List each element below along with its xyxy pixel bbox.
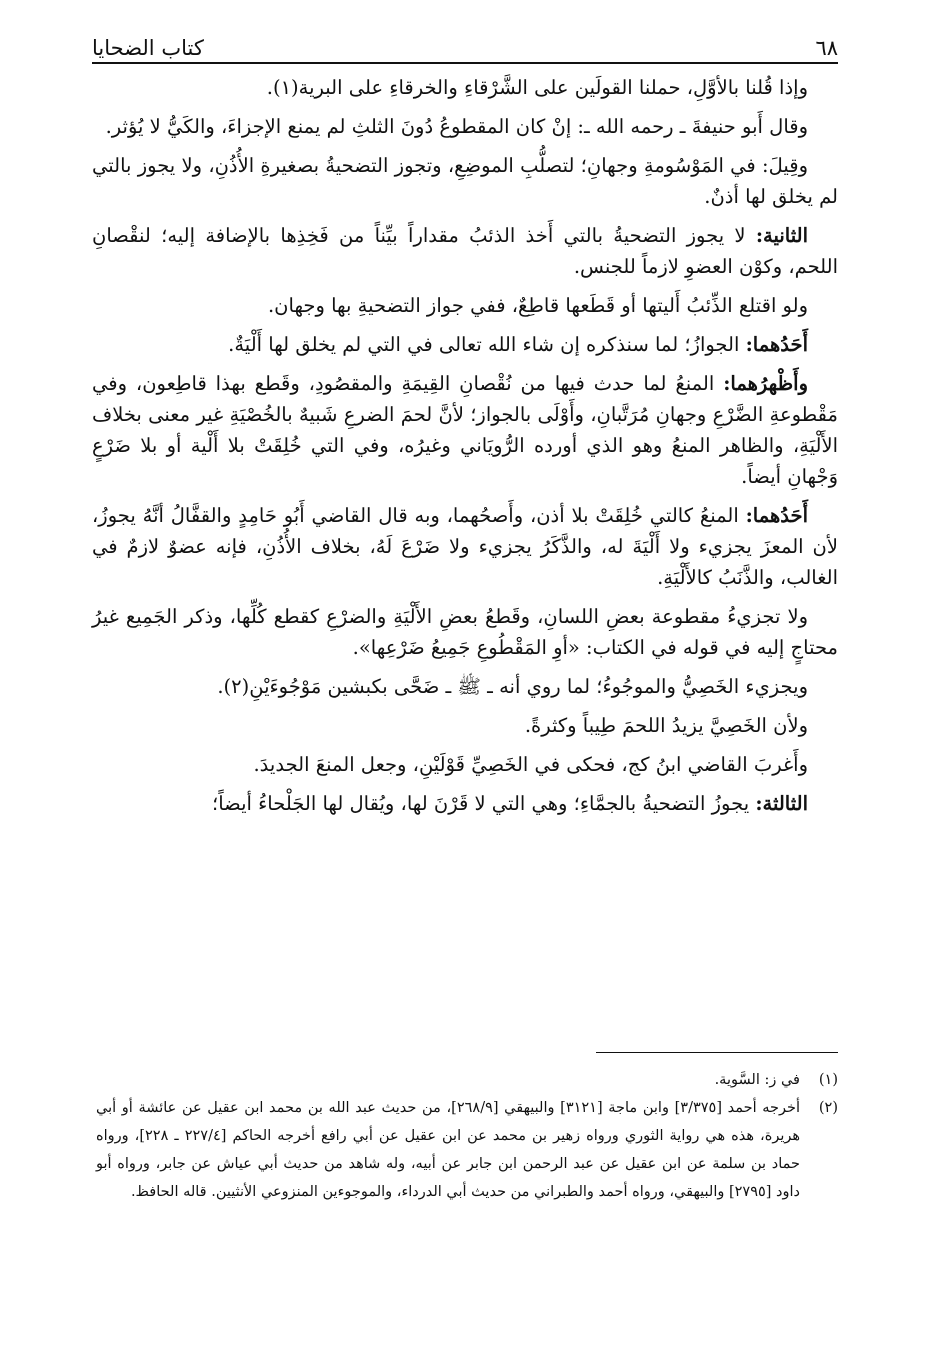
footnote-text: في ز: السَّوية. — [714, 1072, 800, 1088]
footnote-separator — [596, 1052, 838, 1053]
paragraph: أَحَدُهما: المنعُ كالتي خُلِقَتْ بلا أذن، وأَصحُهما، وبه قال القاضي أَبُو حَامِدٍ والقفَّالُ أنَّهُ يجوزُ، لأن المعزَ يجزيء ولا أَلْيَةَ له، والذَّكَرُ يجزيء ولا ضَرْعَ لَهُ، بخلاف الأُذُنِ، فإنه عضوٌ لازمٌ في الغالب، والذَّنَبُ كالأَلْيَةِ. — [92, 504, 838, 589]
footnote — [96, 1066, 838, 1094]
main-text — [92, 72, 838, 827]
footnote-number: (١) — [818, 1072, 838, 1088]
paragraph: ويجزيء الخَصِيُّ والموجُوءُ؛ لما روي أنه ـ ﷺ ـ ضَحَّى بكبشين مَوْجُوءَيْنِ(٢). — [217, 675, 808, 698]
footnotes — [96, 1066, 838, 1206]
footnote-text: أخرجه أحمد [٣/٣٧٥] وابن ماجة [٣١٢١] والبيهقي [٢٦٨/٩]، من حديث عبد الله بن محمد ابن عقيل عن عائشة أو أبي هريرة، هذه هي رواية الثوري ورواه زهير بن محمد عن ابن عقيل عن أبي رافع أخرجه الحاكم [٢٢٧/٤ ـ ٢٢٨]، ورواه حماد بن سلمة عن ابن عقيل عن عبد الرحمن ابن جابر عن أبيه، وله شاهد من حديث أبي عياش عن جابر، ورواه أبو داود [٢٧٩٥] والبيهقي، ورواه أحمد والطبراني من حديث أبي الدرداء، والموجوءين المنزوعي الأنثيين. قاله الحافظ. — [96, 1100, 801, 1200]
section-lead: الثالثة: — [755, 792, 808, 815]
page-number: ٦٨ — [815, 36, 838, 60]
footnote — [96, 1094, 838, 1206]
footnote-number: (٢) — [818, 1100, 838, 1116]
section-lead: وأَظْهرُهما: — [723, 372, 808, 395]
header-rule — [92, 62, 838, 64]
paragraph: وقِيلَ: في المَوْسُومةِ وجهانِ؛ لتصلُّبِ الموضِعِ، وتجوز التضحيةُ بصغيرةِ الأُذُنِ، ولا يجوز بالتي لم يخلق لها أذنٌ. — [92, 154, 838, 208]
paragraph: الثالثة: يجوزُ التضحيةُ بالجمَّاءِ؛ وهي التي لا قَرْنَ لها، ويُقال لها الجَلْحاءُ أيضاً؛ — [212, 792, 808, 815]
paragraph: ولا تجزيءُ مقطوعة بعضِ اللسانِ، وقَطعُ بعضِ الأَلْيَةِ والضرْعِ كقطع كُلِّها، وذكر الجَمِيع غيرُ محتاجٍ إليه في قوله في الكتاب: «أوِ المَقْطُوعِ جَمِيعُ ضَرْعِها». — [92, 605, 838, 659]
section-lead: الثانية: — [755, 224, 808, 247]
paragraph: وأَظْهرُهما: المنعُ لما حدث فيها من نُقْصانِ القِيمَةِ والمقصُودِ، وقَطع بهذا قاطِعون، وفي مَقْطوعةِ الضَّرْعِ وجهانِ مُرَتَّبانِ، وأَوْلَى بالجواز؛ لأنَّ لحمَ الضرعِ شَبيهٌ بالخُصْيَةِ غير معنى بخلاف الأَلْيَةِ، والظاهر المنعُ وهو الذي أورده الرُّويَاني وغيرُه، وفي التي خُلِقَتْ بلا أَلْية أو بلا ضَرْعٍ وَجْهانِ أيضاً. — [92, 372, 838, 488]
paragraph: وأَغربَ القاضي ابنُ كج، فحكى في الخَصِيِّ قَوْلَيْنِ، وجعل المنعَ الجديدَ. — [253, 753, 808, 776]
paragraph: الثانية: لا يجوز التضحيةُ بالتي أَخذ الذئبُ مقداراً بيِّناً من فَخِذِها بالإضافة إليه؛ لنقْصانِ اللحم، وكوْن العضوِ لازماً للجنس. — [92, 224, 838, 278]
section-lead: أَحَدُهما: — [745, 333, 808, 356]
paragraph: ولو اقتلع الذِّئبُ أَليتها أو قَطَعها قاطِعٌ، ففي جواز التضحيةِ بها وجهان. — [267, 294, 808, 317]
paragraph: وإذا قُلنا بالأوَّلِ، حملنا القولَين على الشَّرْقاءِ والخرقاءِ على البرية(١). — [266, 76, 808, 99]
paragraph: وقال أَبو حنيفةَ ـ رحمه الله ـ: إنْ كان المقطوعُ دُونَ الثلثِ لم يمنع الإجزاءَ، والكَيُّ لا يُؤثر. — [105, 115, 808, 138]
page-header — [92, 20, 838, 60]
book-title: كتاب الضحايا — [92, 36, 204, 60]
paragraph: ولأن الخَصِيَّ يزيدُ اللحمَ طِيباً وكثرةً. — [524, 714, 808, 737]
paragraph: أَحَدُهما: الجوازُ؛ لما سنذكره إن شاء الله تعالى في التي لم يخلق لها أَلْيَةٌ. — [228, 333, 808, 356]
section-lead: أَحَدُهما: — [745, 504, 808, 527]
